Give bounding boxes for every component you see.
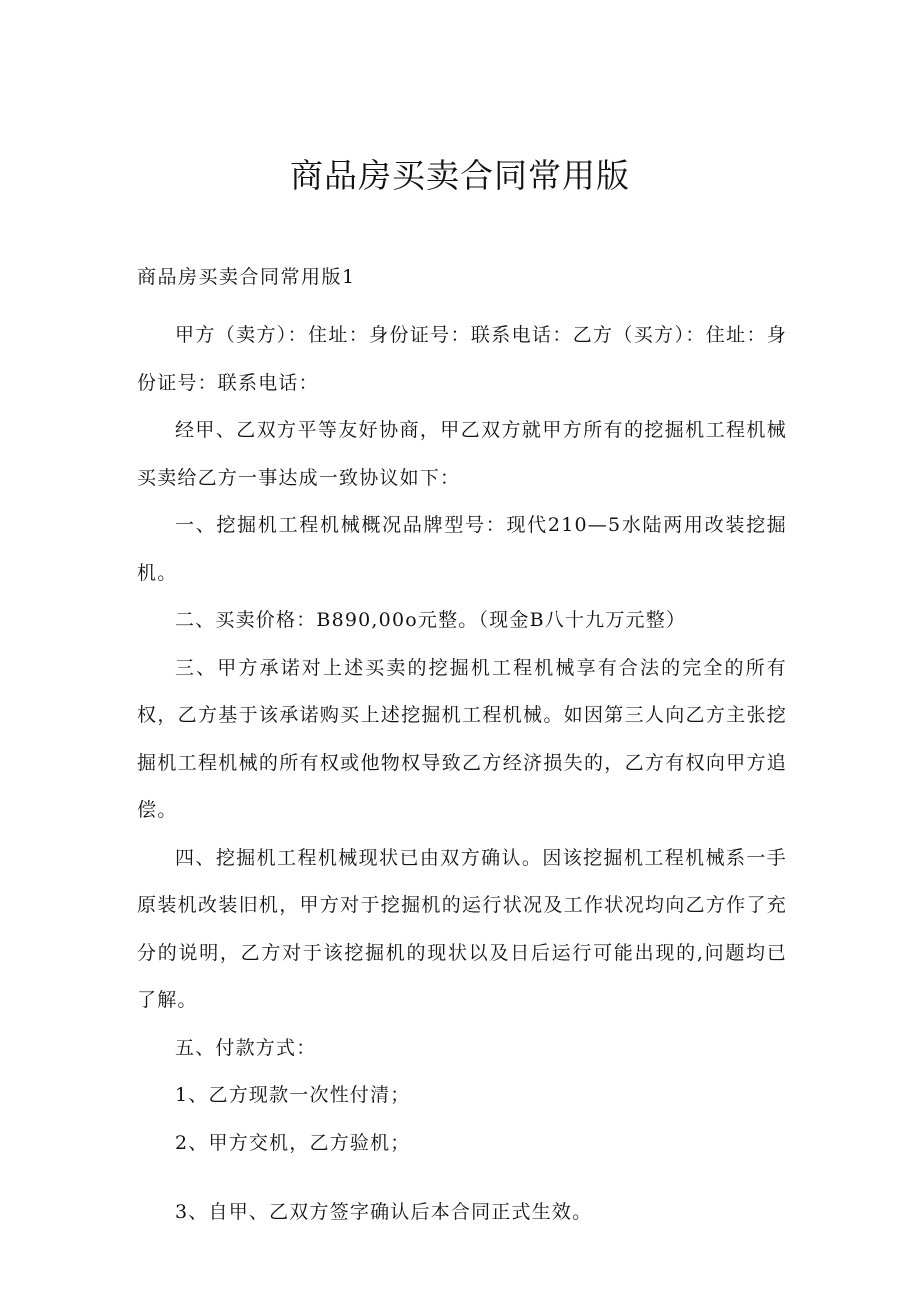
payment-item-1: 1、乙方现款一次性付清； bbox=[175, 1084, 411, 1106]
document-subtitle: 商品房买卖合同常用版1 bbox=[137, 266, 356, 288]
payment-item-3: 3、自甲、乙双方签字确认后本合同正式生效。 bbox=[175, 1201, 593, 1223]
paragraph-clause-2: 二、买卖价格：B890,00o元整。（现金B八十九万元整） bbox=[175, 609, 687, 631]
paragraph-clause-5: 五、付款方式： bbox=[175, 1036, 317, 1059]
paragraph-clause-1: 一、挖掘机工程机械概况品牌型号：现代210—5水陆两用改装挖掘机。 bbox=[137, 514, 787, 584]
paragraph-clause-4: 四、挖掘机工程机械现状已由双方确认。因该挖掘机工程机械系一手原装机改装旧机，甲方对于挖掘机的运行状况及工作状况均向乙方作了充分的说明，乙方对于该挖掘机的现状以及日后运行可能出现的,问题均已了解。 bbox=[137, 846, 787, 1011]
document-body bbox=[137, 312, 787, 1237]
payment-item-2: 2、甲方交机，乙方验机； bbox=[175, 1131, 411, 1154]
document-title: 商品房买卖合同常用版 bbox=[290, 156, 630, 195]
paragraph-parties: 甲方（卖方）：住址：身份证号：联系电话：乙方（买方）：住址：身份证号：联系电话： bbox=[137, 324, 787, 394]
paragraph-clause-3: 三、甲方承诺对上述买卖的挖掘机工程机械享有合法的完全的所有权，乙方基于该承诺购买上述挖掘机工程机械。如因第三人向乙方主张挖掘机工程机械的所有权或他物权导致乙方经济损失的，乙方有权向甲方追偿。 bbox=[137, 656, 787, 821]
paragraph-agreement: 经甲、乙双方平等友好协商，甲乙双方就甲方所有的挖掘机工程机械买卖给乙方一事达成一致协议如下： bbox=[137, 419, 787, 489]
